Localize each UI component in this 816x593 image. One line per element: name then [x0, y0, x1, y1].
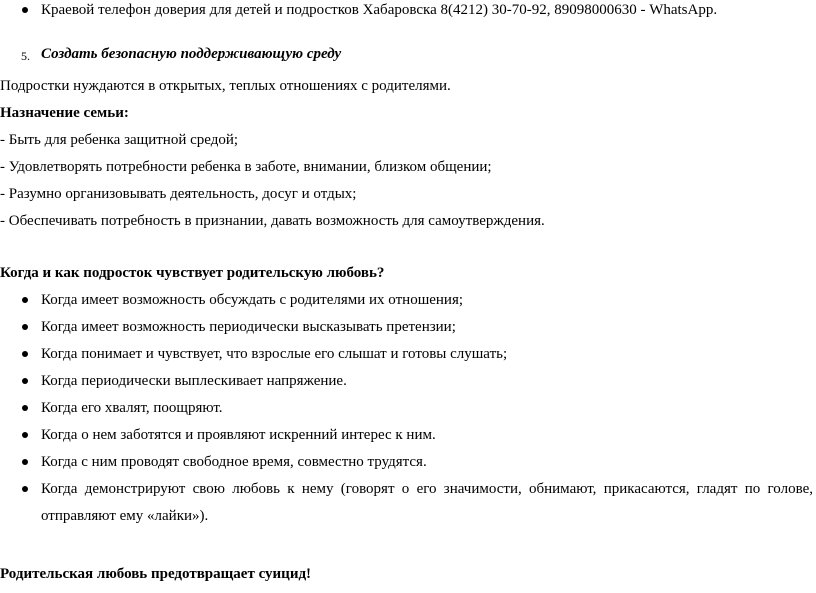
closing-statement: Родительская любовь предотвращает суицид!: [0, 566, 312, 582]
love-item: Когда о нем заботятся и проявляют искренний интерес к ним.: [41, 427, 436, 443]
bullet-icon: [22, 378, 28, 384]
love-item-last-line1: Когда демонстрируют свою любовь к нему (говорят о его значимости, обнимают, прикасаются, гладят по голове,: [41, 481, 813, 497]
bullet-icon: [22, 405, 28, 411]
love-item-last-line2: отправляют ему «лайки»).: [41, 508, 209, 524]
family-heading: Назначение семьи:: [0, 105, 129, 121]
love-item: Когда периодически выплескивает напряжение.: [41, 373, 347, 389]
hotline-text: Краевой телефон доверия для детей и подростков Хабаровска 8(4212) 30-70-92, 89098000630 - WhatsApp.: [41, 2, 718, 18]
family-item: - Удовлетворять потребности ребенка в заботе, внимании, близком общении;: [0, 159, 492, 175]
love-item: Когда его хвалят, поощряют.: [41, 400, 223, 416]
bullet-icon: [22, 432, 28, 438]
love-item: Когда имеет возможность периодически высказывать претензии;: [41, 319, 456, 335]
love-item: Когда понимает и чувствует, что взрослые его слышат и готовы слушать;: [41, 346, 508, 362]
love-heading: Когда и как подросток чувствует родительскую любовь?: [0, 265, 385, 281]
family-item: - Обеспечивать потребность в признании, давать возможность для самоутверждения.: [0, 213, 545, 229]
section-title: Создать безопасную поддерживающую среду: [41, 46, 342, 62]
family-item: - Разумно организовывать деятельность, досуг и отдых;: [0, 186, 357, 202]
bullet-icon: [22, 297, 28, 303]
bullet-icon: [22, 351, 28, 357]
bullet-icon: [22, 459, 28, 465]
family-item: - Быть для ребенка защитной средой;: [0, 132, 239, 148]
love-item: Когда имеет возможность обсуждать с родителями их отношения;: [41, 292, 464, 308]
bullet-icon: [22, 324, 28, 330]
bullet-icon: [22, 7, 28, 13]
bullet-icon: [22, 486, 28, 492]
intro-text: Подростки нуждаются в открытых, теплых отношениях с родителями.: [0, 78, 451, 94]
section-number: 5.: [21, 49, 30, 63]
love-item: Когда с ним проводят свободное время, совместно трудятся.: [41, 454, 427, 470]
